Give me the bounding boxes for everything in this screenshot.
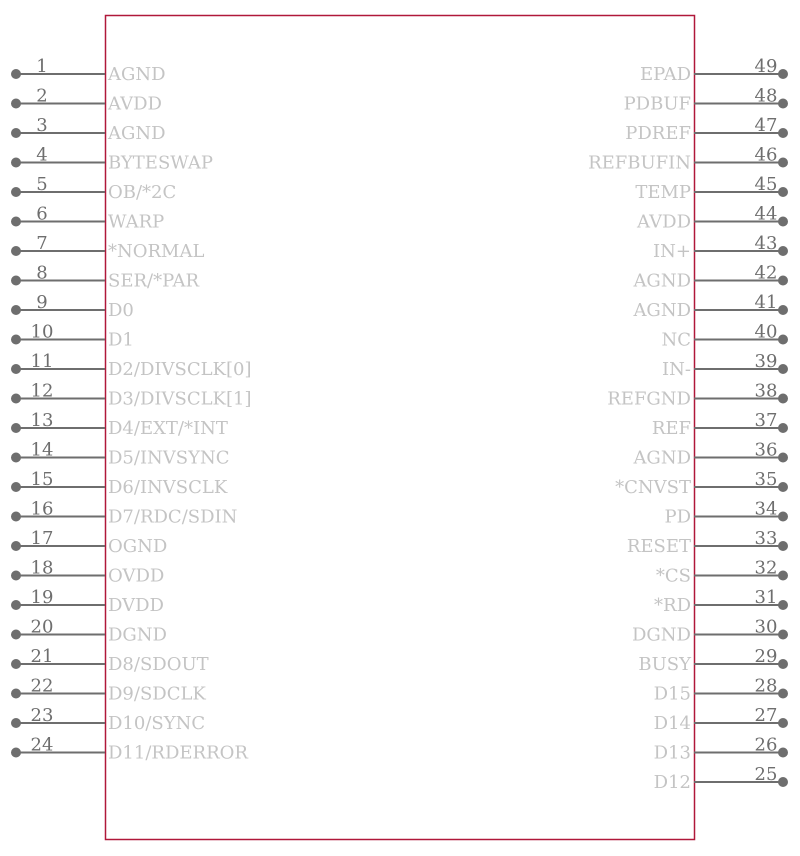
pin-number: 36 [754,439,778,461]
pin-number: 44 [754,203,778,225]
pin-number: 18 [30,557,54,579]
pin-name: OVDD [108,565,165,587]
pin-name: REF [651,418,691,439]
pin-12 [11,381,252,410]
pin-name: BUSY [638,654,691,675]
pin-terminal-dot [11,99,21,109]
pin-name: RESET [626,536,691,557]
pin-terminal-dot [11,276,21,286]
pin-name: D10/SYNC [108,713,206,734]
pin-terminal-dot [11,69,21,79]
pin-number: 40 [754,321,778,343]
pin-32 [656,558,788,587]
pin-number: 25 [754,764,778,785]
pin-name: DGND [108,624,167,646]
pin-23 [11,705,205,734]
pin-15 [11,469,228,498]
pin-16 [11,499,237,528]
pin-11 [11,351,252,380]
pin-39 [662,351,788,380]
pin-name: EPAD [639,64,691,85]
pin-name: WARP [108,211,165,233]
pin-name: *NORMAL [108,241,205,262]
pin-terminal-dot [778,541,788,551]
pin-name: NC [661,329,691,351]
pin-47 [625,115,788,144]
pin-name: DGND [632,624,691,646]
pin-number: 17 [30,528,54,549]
pin-name: *RD [654,595,691,616]
pin-terminal-dot [11,748,21,758]
pin-terminal-dot [11,718,21,728]
pin-terminal-dot [11,600,21,610]
pin-name: AGND [633,300,691,321]
pin-17 [11,528,167,557]
pin-number: 31 [754,587,778,608]
pin-10 [11,322,134,351]
pin-name: BYTESWAP [108,152,213,174]
pin-terminal-dot [11,158,21,168]
pin-28 [654,676,788,705]
pin-number: 19 [30,587,54,608]
pin-21 [11,646,209,675]
pin-40 [661,322,788,351]
pin-name: *CNVST [615,477,691,498]
pin-34 [664,499,788,528]
pin-45 [635,174,788,203]
pin-name: D3/DIVSCLK[1] [108,388,252,410]
pin-name: D1 [108,329,134,351]
pin-name: D12 [653,772,691,793]
pin-terminal-dot [11,246,21,256]
pin-5 [11,174,176,203]
pin-number: 22 [30,675,54,697]
pin-14 [11,440,230,469]
pin-18 [11,558,164,587]
pin-31 [654,587,788,616]
pin-number: 2 [36,85,48,107]
pin-number: 26 [754,734,778,756]
pin-number: 49 [754,56,778,77]
pin-24 [11,735,248,764]
pin-terminal-dot [778,453,788,463]
pin-name: PDREF [625,123,691,144]
pin-49 [640,56,788,85]
pin-terminal-dot [11,453,21,463]
pin-name: *CS [655,565,691,587]
pin-name: TEMP [635,182,691,203]
pin-number: 5 [36,174,48,195]
pin-number: 33 [754,528,778,549]
pin-number: 11 [30,351,54,372]
pin-terminal-dot [778,364,788,374]
pin-name: REFBUFIN [588,152,691,174]
pin-name: DVDD [108,595,164,616]
pin-name: OGND [108,536,168,557]
pin-terminal-dot [778,423,788,433]
pin-terminal-dot [11,630,21,640]
pin-number: 47 [754,115,778,136]
pin-number: 37 [754,410,778,431]
right-pin-column [588,56,788,793]
pin-number: 21 [30,646,54,667]
pin-terminal-dot [11,335,21,345]
pin-6 [11,204,164,233]
pin-number: 32 [754,557,778,579]
pin-48 [624,86,788,115]
pin-9 [11,292,134,321]
pin-terminal-dot [778,512,788,522]
pin-number: 48 [754,85,778,107]
pin-name: AGND [108,64,166,85]
pin-1 [11,56,166,85]
pin-number: 8 [36,262,48,284]
pin-25 [654,764,788,793]
pin-terminal-dot [11,571,21,581]
pin-terminal-dot [778,600,788,610]
pin-name: AVDD [637,211,691,233]
pin-name: OB/*2C [108,182,177,203]
pin-terminal-dot [11,423,21,433]
pin-number: 13 [30,410,54,431]
pin-number: 28 [754,675,778,697]
pin-19 [11,587,164,616]
pin-name: D2/DIVSCLK[0] [108,359,252,380]
pin-name: AGND [633,447,691,469]
pin-terminal-dot [778,394,788,404]
pin-terminal-dot [778,335,788,345]
pin-name: D14 [653,713,691,734]
pin-terminal-dot [11,364,21,374]
pin-terminal-dot [778,246,788,256]
pin-name: PD [664,506,691,528]
pin-terminal-dot [778,777,788,787]
left-pin-column [11,56,252,764]
pin-terminal-dot [778,718,788,728]
pin-terminal-dot [11,217,21,227]
pin-terminal-dot [778,158,788,168]
pin-number: 1 [36,56,48,77]
pin-terminal-dot [11,128,21,138]
pin-number: 35 [754,469,778,490]
pin-terminal-dot [11,187,21,197]
pin-terminal-dot [778,276,788,286]
pin-terminal-dot [11,512,21,522]
pin-number: 15 [30,469,54,490]
pin-number: 43 [754,233,778,254]
pin-number: 23 [30,705,54,726]
pin-terminal-dot [778,689,788,699]
pin-terminal-dot [778,99,788,109]
pin-36 [632,440,788,469]
pin-terminal-dot [778,482,788,492]
pin-27 [654,705,788,734]
pin-46 [588,145,788,174]
pin-38 [607,381,788,410]
pin-13 [11,410,228,439]
pin-number: 27 [754,705,778,726]
pin-terminal-dot [11,305,21,315]
pin-number: 14 [30,439,54,461]
pin-4 [11,145,213,174]
pin-name: D15 [653,683,691,705]
pin-name: PDBUF [623,93,691,115]
pin-name: SER/*PAR [108,270,200,292]
pin-20 [11,617,167,646]
pin-name: AVDD [108,93,162,115]
pin-33 [627,528,788,557]
pin-name: D6/INVSCLK [108,477,228,498]
pin-41 [632,292,788,321]
pin-name: REFGND [607,388,691,410]
pin-terminal-dot [778,571,788,581]
pin-number: 30 [754,616,778,638]
pin-terminal-dot [778,748,788,758]
pin-terminal-dot [778,187,788,197]
pin-29 [638,646,788,675]
pin-terminal-dot [11,659,21,669]
pin-26 [654,735,788,764]
pin-terminal-dot [778,305,788,315]
pin-22 [11,676,206,705]
pin-2 [11,86,162,115]
pin-number: 46 [754,144,778,166]
pin-number: 34 [754,498,778,520]
pin-number: 16 [30,498,54,520]
pin-name: D9/SDCLK [108,683,206,705]
pin-number: 39 [754,351,778,372]
pin-44 [636,204,788,233]
pin-number: 12 [30,380,54,402]
pin-terminal-dot [778,217,788,227]
pin-terminal-dot [11,541,21,551]
pin-7 [11,233,204,262]
pin-43 [653,233,788,262]
pin-name: D8/SDOUT [108,654,209,675]
pin-number: 42 [754,262,778,284]
pin-name: D4/EXT/*INT [108,418,228,439]
pin-number: 45 [754,174,778,195]
pin-number: 7 [36,233,48,254]
pin-name: D0 [108,300,134,321]
pin-number: 20 [30,616,54,638]
pin-terminal-dot [778,128,788,138]
pin-terminal-dot [11,482,21,492]
pin-terminal-dot [778,659,788,669]
pin-name: D5/INVSYNC [108,447,230,469]
pin-terminal-dot [11,394,21,404]
pin-number: 4 [36,144,48,166]
pin-name: AGND [108,123,166,144]
pin-35 [615,469,788,498]
pin-number: 3 [36,115,48,136]
pin-number: 9 [36,292,48,313]
pin-30 [632,617,788,646]
pin-terminal-dot [11,689,21,699]
pin-name: IN- [662,359,691,380]
pin-name: AGND [633,270,691,292]
pin-number: 24 [30,734,54,756]
pin-number: 6 [36,203,48,225]
pin-number: 41 [754,292,778,313]
pin-terminal-dot [778,630,788,640]
pin-name: D13 [653,742,691,764]
pin-number: 29 [754,646,778,667]
pin-terminal-dot [778,69,788,79]
pin-name: D11/RDERROR [108,742,248,764]
pin-name: D7/RDC/SDIN [108,506,238,528]
pin-37 [652,410,788,439]
pin-3 [11,115,166,144]
pin-number: 38 [754,380,778,402]
pin-42 [632,263,788,292]
pin-name: IN+ [653,241,691,262]
pin-number: 10 [30,321,54,343]
